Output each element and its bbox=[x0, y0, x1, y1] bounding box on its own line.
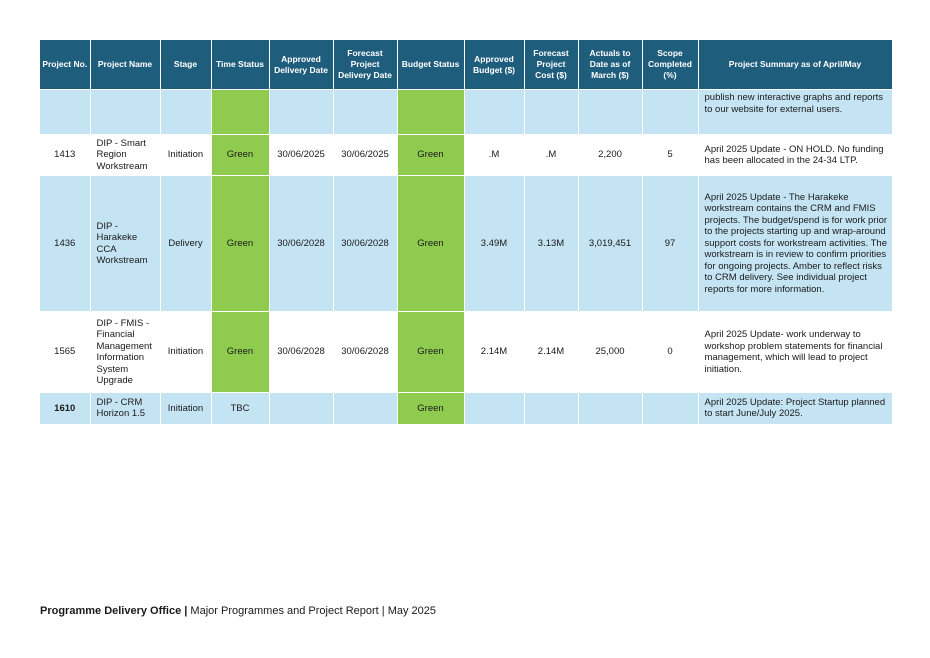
cell-approved-delivery bbox=[269, 393, 333, 424]
cell-forecast-cost bbox=[524, 393, 578, 424]
cell-time-status bbox=[211, 90, 269, 135]
cell-budget-status: Green bbox=[397, 176, 464, 312]
cell-forecast-delivery: 30/06/2025 bbox=[333, 135, 397, 176]
cell-forecast-cost: 3.13M bbox=[524, 176, 578, 312]
table-row bbox=[40, 393, 892, 424]
footer-org: Programme Delivery Office | bbox=[40, 605, 188, 617]
cell-approved-budget bbox=[464, 393, 524, 424]
cell-summary: April 2025 Update: Project Startup planned to start June/July 2025. bbox=[698, 393, 892, 424]
header-time-status: Time Status bbox=[211, 40, 269, 90]
cell-approved-budget: 3.49M bbox=[464, 176, 524, 312]
cell-project-name: DIP - Smart Region Workstream bbox=[90, 135, 160, 176]
cell-forecast-delivery: 30/06/2028 bbox=[333, 312, 397, 393]
header-project-summary: Project Summary as of April/May bbox=[698, 40, 892, 90]
cell-time-status: Green bbox=[211, 312, 269, 393]
cell-stage: Delivery bbox=[160, 176, 211, 312]
table-row bbox=[40, 176, 892, 312]
cell-time-status: Green bbox=[211, 176, 269, 312]
table-row bbox=[40, 312, 892, 393]
cell-approved-budget: .M bbox=[464, 135, 524, 176]
cell-time-status: Green bbox=[211, 135, 269, 176]
cell-summary: April 2025 Update - The Harakeke workstream contains the CRM and FMIS projects. The budget/spend is for work prior to the projects starting up and wrap-around support costs for workstream activities. The workstream is in review to confirm priorities for ongoing projects. Amber to reflect risks to CRM delivery. See individual project reports for more information. bbox=[698, 176, 892, 312]
cell-actuals bbox=[578, 90, 642, 135]
header-forecast-cost: Forecast Project Cost ($) bbox=[524, 40, 578, 90]
cell-budget-status: Green bbox=[397, 312, 464, 393]
cell-approved-delivery: 30/06/2025 bbox=[269, 135, 333, 176]
header-scope-completed: Scope Completed (%) bbox=[642, 40, 698, 90]
cell-actuals: 25,000 bbox=[578, 312, 642, 393]
cell-project-no: 1610 bbox=[40, 393, 90, 424]
cell-time-status: TBC bbox=[211, 393, 269, 424]
header-stage: Stage bbox=[160, 40, 211, 90]
cell-budget-status: Green bbox=[397, 135, 464, 176]
header-budget-status: Budget Status bbox=[397, 40, 464, 90]
cell-actuals: 3,019,451 bbox=[578, 176, 642, 312]
cell-summary: April 2025 Update - ON HOLD. No funding has been allocated in the 24-34 LTP. bbox=[698, 135, 892, 176]
cell-scope bbox=[642, 393, 698, 424]
cell-stage bbox=[160, 90, 211, 135]
cell-project-name: DIP - Harakeke CCA Workstream bbox=[90, 176, 160, 312]
table-header-row bbox=[40, 40, 892, 90]
cell-project-no: 1565 bbox=[40, 312, 90, 393]
header-forecast-delivery-date: Forecast Project Delivery Date bbox=[333, 40, 397, 90]
cell-stage: Initiation bbox=[160, 393, 211, 424]
cell-forecast-cost bbox=[524, 90, 578, 135]
cell-summary: April 2025 Update- work underway to workshop problem statements for financial management, which will lead to project initiation. bbox=[698, 312, 892, 393]
cell-scope: 97 bbox=[642, 176, 698, 312]
cell-stage: Initiation bbox=[160, 312, 211, 393]
cell-summary: publish new interactive graphs and reports to our website for external users. bbox=[698, 90, 892, 135]
cell-project-no: 1436 bbox=[40, 176, 90, 312]
cell-forecast-delivery bbox=[333, 90, 397, 135]
cell-actuals bbox=[578, 393, 642, 424]
cell-actuals: 2,200 bbox=[578, 135, 642, 176]
cell-project-name bbox=[90, 90, 160, 135]
cell-forecast-cost: 2.14M bbox=[524, 312, 578, 393]
cell-approved-delivery: 30/06/2028 bbox=[269, 176, 333, 312]
page-footer bbox=[40, 605, 436, 617]
cell-budget-status bbox=[397, 90, 464, 135]
header-project-name: Project Name bbox=[90, 40, 160, 90]
cell-stage: Initiation bbox=[160, 135, 211, 176]
cell-project-name: DIP - FMIS - Financial Management Information System Upgrade bbox=[90, 312, 160, 393]
header-project-no: Project No. bbox=[40, 40, 90, 90]
cell-scope bbox=[642, 90, 698, 135]
cell-project-name: DIP - CRM Horizon 1.5 bbox=[90, 393, 160, 424]
cell-approved-budget: 2.14M bbox=[464, 312, 524, 393]
project-report-table bbox=[40, 40, 893, 424]
cell-budget-status: Green bbox=[397, 393, 464, 424]
cell-approved-delivery: 30/06/2028 bbox=[269, 312, 333, 393]
cell-forecast-delivery bbox=[333, 393, 397, 424]
header-actuals: Actuals to Date as of March ($) bbox=[578, 40, 642, 90]
cell-approved-delivery bbox=[269, 90, 333, 135]
cell-scope: 5 bbox=[642, 135, 698, 176]
cell-scope: 0 bbox=[642, 312, 698, 393]
header-approved-budget: Approved Budget ($) bbox=[464, 40, 524, 90]
cell-approved-budget bbox=[464, 90, 524, 135]
table-row bbox=[40, 135, 892, 176]
footer-report-title: Major Programmes and Project Report | May 2025 bbox=[187, 605, 437, 617]
header-approved-delivery-date: Approved Delivery Date bbox=[269, 40, 333, 90]
cell-project-no bbox=[40, 90, 90, 135]
table-row bbox=[40, 90, 892, 135]
cell-project-no: 1413 bbox=[40, 135, 90, 176]
cell-forecast-delivery: 30/06/2028 bbox=[333, 176, 397, 312]
cell-forecast-cost: .M bbox=[524, 135, 578, 176]
